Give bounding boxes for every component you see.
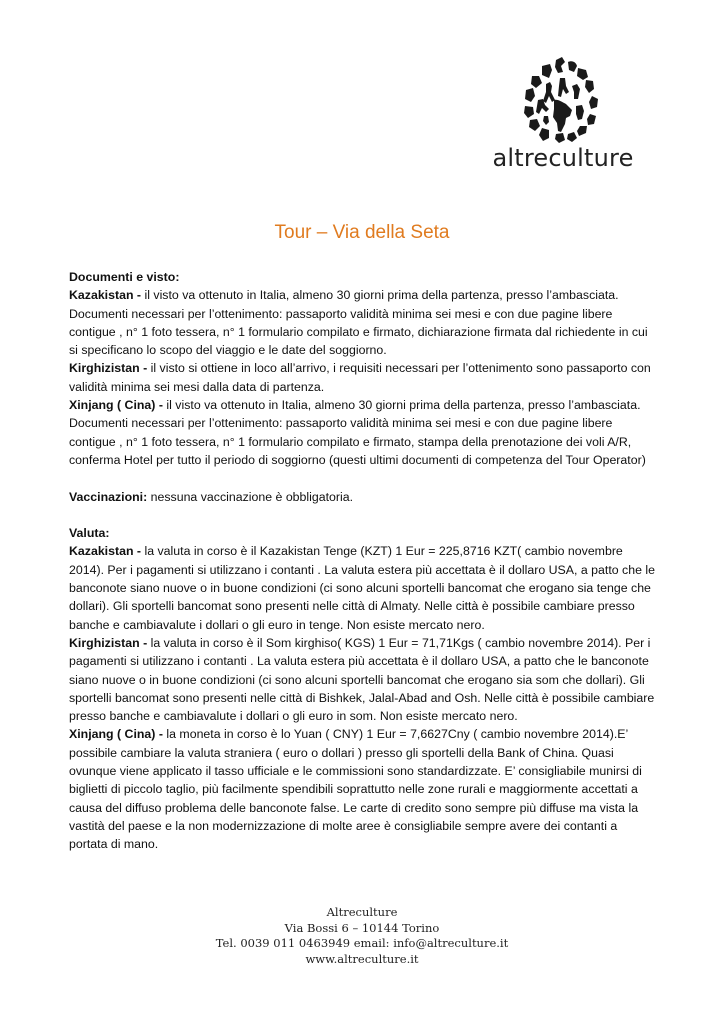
valuta-kirghizistan — [69, 634, 659, 725]
footer — [0, 905, 724, 967]
country-label: Xinjang ( Cina) - — [69, 727, 163, 742]
paragraph-text: il visto va ottenuto in Italia, almeno 30 giorni prima della partenza, presso l’ambasciata. Documenti necessari per l’ottenimento: passaporto validità minima sei mesi e con due pagine libere contigue , n° 1 foto tessera, n° 1 formulario compilato e firmato, dichiarazione firmata dal richiedente in cui si specificano lo scopo del viaggio e le date del soggiorno. — [69, 288, 648, 358]
circle-of-people-silhouettes-with-africa-icon — [516, 56, 608, 144]
brand-logo — [488, 56, 638, 176]
paragraph-text: la valuta in corso è il Som kirghiso( KGS) 1 Eur = 71,71Kgs ( cambio novembre 2014). Per i pagamenti si utilizzano i contanti . La valuta estera più accettata è il dollaro USA, a patto che le banconote siano nuove o in buone condizioni (ci sono alcuni sportelli bancomat che erogano sia som che dollari). Gli sportelli bancomat sono presenti nelle città di Bishkek, Jalal-Abad and Osh. Nelle città è possibile cambiare presso banche e cambiavalute i dollari o gli euro in som. Non esiste mercato nero. — [69, 635, 655, 724]
page-title: Tour – Via della Seta — [274, 222, 450, 243]
footer-company-name: Altreculture — [326, 905, 398, 919]
paragraph-text: il visto si ottiene in loco all’arrivo, i requisiti necessari per l’ottenimento sono passaporto con validità minima sei mesi dalla data di partenza. — [69, 361, 651, 394]
footer-address: Via Bossi 6 – 10144 Torino — [284, 920, 440, 935]
paragraph-text: la valuta in corso è il Kazakistan Tenge (KZT) 1 Eur = 225,8716 KZT( cambio novembre 2014). Per i pagamenti si utilizzano i contanti . La valuta estera più accettata è il dollaro USA, a patto che le banconote siano nuove o in buone condizioni (ci sono alcuni sportelli bancomat che erogano sia tenge che dollari). Gli sportelli bancomat sono presenti nelle città di Almaty. Nelle città è possibile cambiare presso banche e cambiavalute i dollari o gli euro in tenge. Non esiste mercato nero. — [69, 544, 655, 632]
country-label: Kirghizistan - — [69, 361, 148, 376]
vaccinazioni-paragraph — [69, 488, 659, 506]
footer-contact: Tel. 0039 011 0463949 email: info@altreculture.it — [215, 936, 509, 950]
country-label: Xinjang ( Cina) - — [69, 398, 163, 413]
documenti-heading: Documenti e visto: — [69, 270, 180, 284]
paragraph-text: il visto va ottenuto in Italia, almeno 30 giorni prima della partenza, presso l’ambasciata. Documenti necessari per l’ottenimento: passaporto validità minima sei mesi e con due pagine libere contigue , n° 1 foto tessera, n° 1 formulario compilato e firmato, stampa della prenotazione dei voli A/R, conferma Hotel per tutto il periodo di soggiorno (questi ultimi documenti di competenza del Tour Operator) — [69, 398, 646, 467]
country-label: Kazakistan - — [69, 544, 142, 559]
footer-website-link[interactable]: www.altreculture.it — [305, 951, 419, 966]
valuta-heading: Valuta: — [69, 526, 110, 541]
documenti-kazakistan — [69, 286, 659, 359]
vaccinazioni-label: Vaccinazioni: — [69, 489, 148, 504]
document-body — [69, 268, 659, 854]
paragraph-text: la moneta in corso è lo Yuan ( CNY) 1 Eur = 7,6627Cny ( cambio novembre 2014).E’ possibile cambiare la valuta straniera ( euro o dollari ) presso gli sportelli della Bank of China. Quasi ovunque viene applicato il tasso ufficiale e le commissioni sono standardizzate. E’ consigliabile munirsi di biglietti di piccolo taglio, più facilmente spendibili soprattutto nelle zone rurali e maggiormente accettati a causa del diffuso problema delle banconote false. Le carte di credito sono sempre più diffuse ma vista la vastità del paese e la non modernizzazione di molte aree è consigliabile sempre avere dei contanti a portata di mano. — [69, 727, 642, 852]
country-label: Kazakistan - — [69, 288, 142, 303]
paragraph-text: nessuna vaccinazione è obbligatoria. — [147, 489, 354, 504]
country-label: Kirghizistan - — [69, 635, 148, 650]
valuta-xinjang — [69, 725, 659, 853]
valuta-kazakistan — [69, 542, 659, 633]
logo-text: altreculture — [492, 144, 634, 172]
documenti-xinjang — [69, 396, 659, 469]
documenti-kirghizistan — [69, 359, 659, 396]
